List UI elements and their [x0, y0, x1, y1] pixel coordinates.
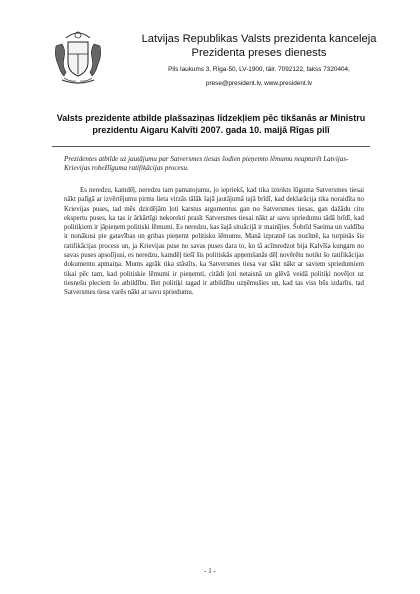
page-number: - 1 - [204, 567, 216, 575]
contact-address: Pils laukums 3, Rīga-50, LV-1900, tālr. 7092122, fakss 7320404, [168, 66, 350, 73]
document-title: Valsts prezidente atbilde plašsaziņas līdzekļiem pēc tikšanās ar Ministru prezidentu Aigaru Kalvīti 2007. gada 10. maijā Rīgas pilī [56, 113, 366, 135]
title-divider [52, 146, 370, 147]
letterhead-text [114, 32, 404, 88]
coat-of-arms-icon [52, 28, 104, 88]
letterhead [52, 28, 392, 98]
org-name: Latvijas Republikas Valsts prezidenta kanceleja [141, 33, 377, 45]
body-paragraph: Es neredzu, kamdēļ, neredzu tam pamatojumu, jo iepriekš, kad tika izteikts lūguma Satversmes tiesai nākt palīgā ar izvērtējumu pirms lieta virzās tālāk šajā jautājumā tajā brīdī, kad deklarācija tika noraidīta no Krievijas puses, tad mēs dzirdējām ļoti karstus argumentus gan no Satversmes tiesas, gan dažādu citu ekspertu puses, ka tas ir ārkārtīgi nekorekti prasīt Satversmes tiesai nākt ar savu spriedumu tādā brīdī, kad politiķiem ir jāpieņem politiski lēmumi. Es neredzu, kas šajā situācijā ir mainījies. Šobrīd Saeima un valdība ir nonākusi pie gatavības un gribas pieņemt politisku lēmumu. Manā izpratnē tas nozīmē, ka turpinās šis ratifikācijas process un, ja Krievijas puse no savas puses dara to, ko tā acīmredzot bija Kalvīša kungam no savas puses apsolījusi, es neredzu, kamdēļ tiešī šis politiskās apņemšanās dēļ novērētu notikt šo ratifikācijas dokumentu apmaiņa. Mums agrāk tika stāstīts, ka Satversmes tiesa var sākt nākt ar saviem spriedumiem tikai pēc tam, kad politiskie lēmumi ir pieņemti, citādi ļoti netaisnā un glēvā veidā politiķi novēļot uz tiesnešu pleciem šo atbildību. Bet politiķi tagad ir atbildību uzņēmušies un, kad tas viss būs izdarīts, tad Satversmes tiesa varēs nākt ar savu spriedumu. [64, 187, 364, 297]
contact-email-web: prese@president.lv, www.president.lv [205, 80, 313, 87]
intro-paragraph: Prezidentes atbilde uz jautājumu par Satversmes tiesas šodien pieņemto lēmumu neapturēt Latvijas-Krievijas robežlīguma ratifikācijas procesu. [64, 155, 349, 173]
org-department: Prezidenta preses dienests [191, 47, 327, 59]
